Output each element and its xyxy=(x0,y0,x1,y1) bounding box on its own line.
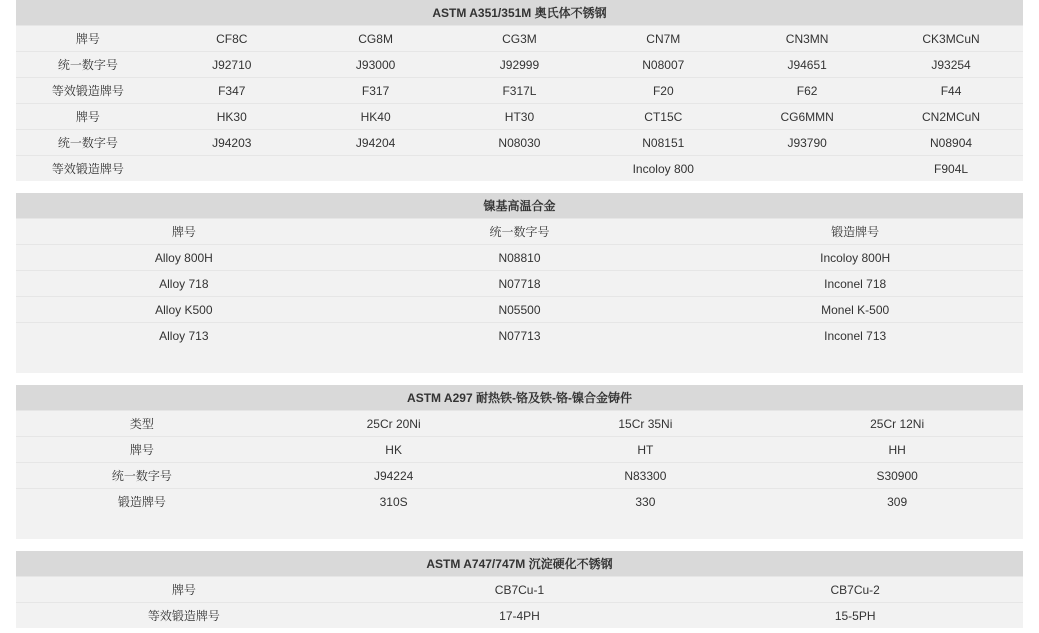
cell: N08007 xyxy=(591,52,735,78)
column-header: 牌号 xyxy=(16,219,352,245)
section-title: 镍基高温合金 xyxy=(16,193,1023,219)
section-title-row xyxy=(16,551,1023,577)
section-astm-a351 xyxy=(16,0,1023,181)
cell: J94224 xyxy=(268,463,520,489)
column-header: 统一数字号 xyxy=(352,219,688,245)
cell: CB7Cu-1 xyxy=(352,577,688,603)
row-label: 统一数字号 xyxy=(16,463,268,489)
cell: N05500 xyxy=(352,297,688,323)
cell: 25Cr 20Ni xyxy=(268,411,520,437)
row-label: 等效锻造牌号 xyxy=(16,78,160,104)
cell: J94651 xyxy=(735,52,879,78)
cell: S30900 xyxy=(771,463,1023,489)
cell: J92999 xyxy=(448,52,592,78)
cell: Alloy 713 xyxy=(159,328,209,343)
cell: J93000 xyxy=(304,52,448,78)
table-tail xyxy=(16,514,1023,539)
table-row xyxy=(16,411,1023,437)
cell: CK3MCuN xyxy=(879,26,1023,52)
cell: Incoloy 800 xyxy=(632,161,694,176)
cell: N83300 xyxy=(520,463,772,489)
cell: F904L xyxy=(934,161,969,176)
row-label: 锻造牌号 xyxy=(117,495,166,509)
cell: Alloy 800H xyxy=(16,245,352,271)
section-title-row xyxy=(16,193,1023,219)
cell: 309 xyxy=(887,494,908,509)
table-row xyxy=(16,78,1023,104)
cell xyxy=(735,156,879,182)
cell: 310S xyxy=(379,494,408,509)
table-row xyxy=(16,297,1023,323)
row-label: 牌号 xyxy=(16,577,352,603)
cell: 15-5PH xyxy=(834,608,876,623)
row-label: 统一数字号 xyxy=(16,130,160,156)
table-row xyxy=(16,52,1023,78)
cell xyxy=(160,156,304,182)
table-row xyxy=(16,577,1023,603)
row-label: 等效锻造牌号 xyxy=(51,162,124,176)
cell: HH xyxy=(771,437,1023,463)
table-row xyxy=(16,463,1023,489)
section-title: ASTM A747/747M 沉淀硬化不锈钢 xyxy=(16,551,1023,577)
cell xyxy=(448,156,592,182)
cell: CG6MMN xyxy=(735,104,879,130)
cell xyxy=(304,156,448,182)
cell: Alloy K500 xyxy=(16,297,352,323)
cell: HK30 xyxy=(160,104,304,130)
section-title-row xyxy=(16,0,1023,26)
table-row xyxy=(16,219,1023,245)
table-row xyxy=(16,489,1023,515)
cell: CN3MN xyxy=(735,26,879,52)
section-gap xyxy=(0,181,1039,193)
cell: F317 xyxy=(304,78,448,104)
cell: J94203 xyxy=(160,130,304,156)
row-label: 等效锻造牌号 xyxy=(147,609,220,623)
table-tail xyxy=(16,348,1023,373)
row-label: 牌号 xyxy=(16,104,160,130)
cell: Alloy 718 xyxy=(16,271,352,297)
section-astm-a747 xyxy=(16,551,1023,628)
row-label: 牌号 xyxy=(16,26,160,52)
section-title: ASTM A351/351M 奥氏体不锈钢 xyxy=(16,0,1023,26)
cell: CN7M xyxy=(591,26,735,52)
cell: F317L xyxy=(448,78,592,104)
cell: J93254 xyxy=(879,52,1023,78)
section-title: ASTM A297 耐热铁-铬及铁-铬-镍合金铸件 xyxy=(16,385,1023,411)
row-label: 统一数字号 xyxy=(16,52,160,78)
row-label: 牌号 xyxy=(16,437,268,463)
section-gap xyxy=(0,539,1039,551)
table-row xyxy=(16,323,1023,349)
cell: N08904 xyxy=(879,130,1023,156)
cell: N07713 xyxy=(498,328,541,343)
cell: F20 xyxy=(591,78,735,104)
table-row xyxy=(16,603,1023,629)
cell: HT30 xyxy=(448,104,592,130)
cell: 15Cr 35Ni xyxy=(520,411,772,437)
table-row xyxy=(16,130,1023,156)
cell: J94204 xyxy=(304,130,448,156)
table-row xyxy=(16,104,1023,130)
cell: F44 xyxy=(879,78,1023,104)
table-row xyxy=(16,271,1023,297)
table-row xyxy=(16,245,1023,271)
section-nickel-superalloy xyxy=(16,193,1023,373)
table-row xyxy=(16,156,1023,182)
cell: HK40 xyxy=(304,104,448,130)
cell: N07718 xyxy=(352,271,688,297)
cell: Inconel 718 xyxy=(687,271,1023,297)
column-header: 锻造牌号 xyxy=(687,219,1023,245)
cell: HK xyxy=(268,437,520,463)
cell: N08151 xyxy=(591,130,735,156)
cell: CG3M xyxy=(448,26,592,52)
cell: CT15C xyxy=(591,104,735,130)
cell: N08030 xyxy=(448,130,592,156)
cell: CF8C xyxy=(160,26,304,52)
cell: J92710 xyxy=(160,52,304,78)
cell: HT xyxy=(520,437,772,463)
cell: CN2MCuN xyxy=(879,104,1023,130)
cell: N08810 xyxy=(352,245,688,271)
cell: CB7Cu-2 xyxy=(687,577,1023,603)
cell: F347 xyxy=(160,78,304,104)
section-title-row xyxy=(16,385,1023,411)
section-astm-a297 xyxy=(16,385,1023,539)
cell: Incoloy 800H xyxy=(687,245,1023,271)
cell: 25Cr 12Ni xyxy=(771,411,1023,437)
cell: 330 xyxy=(635,494,656,509)
section-gap xyxy=(0,373,1039,385)
cell: Inconel 713 xyxy=(824,328,887,343)
table-row xyxy=(16,26,1023,52)
cell: 17-4PH xyxy=(499,608,540,623)
table-row xyxy=(16,437,1023,463)
row-label: 类型 xyxy=(16,411,268,437)
cell: J93790 xyxy=(735,130,879,156)
cell: Monel K-500 xyxy=(687,297,1023,323)
cell: F62 xyxy=(735,78,879,104)
cell: CG8M xyxy=(304,26,448,52)
